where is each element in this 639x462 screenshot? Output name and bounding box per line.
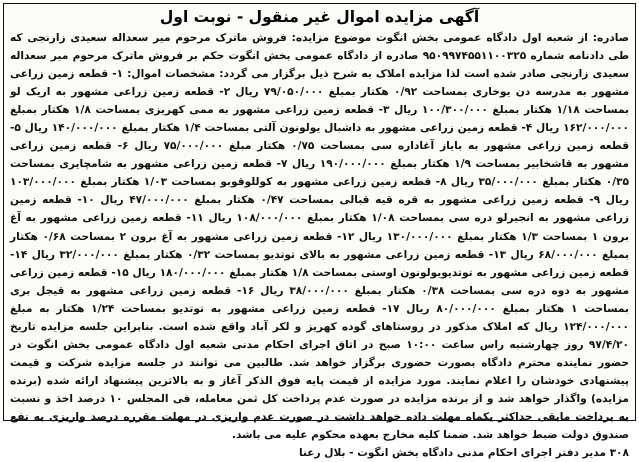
notice-body: صادره: از شعبه اول دادگاه عمومی بخش انگوت موضوع مزایده: فروش ماترک مرحوم میر سعداله سعیدی زارنجی که طی دادنامه شماره ۹۵۰۹۹۷۴۵۵۱۱۰۰۳۲۵ صادره از دادگاه عمومی بخش انگوت حکم بر فروش ماترک مرحوم میر سعداله سعیدی زارنجی صادر شده است لذا مزایده املاک به شرح ذیل برگزار می گردد: مشخصات اموال: ۱- قطعه زمین زراعی مشهور به مدرسه دن یوخاری بمساحت ۰/۹۲ هکتار بمبلغ ۷۹/۰۵۰/۰۰۰ ریال ۲- قطعه زمین زراعی مشهور به اریک لو بمساحت ۱/۱۸ هکتار بمبلغ ۱۰۰/۳۰۰/۰۰۰ ریال ۳- قطعه زمین زراعی مشهور به ممی کهریزی بمساحت ۱/۸ هکتار بمبلغ ۱۶۲/۰۰۰/۰۰۰ ریال ۴- قطعه زمین زراعی مشهور به داشبال یولونون آلتی بمساحت ۱/۴ هکتار بمبلغ ۱۴۰/۰۰۰/۰۰۰ ریال ۵- قطعه زمین زراعی مشهور به بایاز آغاداره سی بمساحت ۰/۷۵ هکتار مبلغ ۷۵/۰۰۰/۰۰۰ ریال ۶- قطعه زمین زراعی مشهور به قاشخابیر بمساحت ۱/۹ هکتار بمبلغ ۱۹۰/۰۰۰/۰۰۰ ریال ۷- قطعه زمین زراعی مشهور به شامچایری بمساحت ۰/۳۵ هکتار بمبلغ ۳۵/۰۰۰/۰۰۰ ریال ۸- قطعه زمین زراعی مشهور به کوللوقوبو بمساحت ۱/۰۳ هکتار بمبلغ ۱۰۳/۰۰۰/۰۰۰ ریال ۹- قطعه زمین زراعی مشهور به قره قیه قبالی بمساحت ۰/۴۷ هکتار بمبلغ ۴۷/۰۰۰/۰۰۰ ریال ۱۰- قطعه زمین زراعی مشهور به انجیرلو دره سی بمساحت ۱/۰۸ هکتار بمبلغ ۱۰۸/۰۰۰/۰۰۰ ریال ۱۱- قطعه زمین زراعی مشهور به آغ برون ۱ بمساحت ۱/۳ هکتار بمبلغ ۱۳۰/۰۰۰/۰۰۰ ریال ۱۲- قطعه زمین زراعی مشهور به آغ برون ۲ بمساحت ۰/۶۸ هکتار بمبلغ ۶۸/۰۰۰/۰۰۰ ریال ۱۳- قطعه زمین زراعی مشهور به بالای توتدیو بمساحت ۰/۳۲ هکتار بمبلغ ۳۲/۰۰۰/۰۰۰ ریال ۱۴- قطعه زمین زراعی مشهور به توتدیویولونون اوستی بمساحت ۱/۸ هکتار بمبلغ ۱۸۰/۰۰۰/۰۰۰ ریال ۱۵- قطعه زمین زراعی مشهور به دوه دره سی بمساحت ۰/۳۸ هکتار بمبلغ ۳۸/۰۰۰/۰۰۰ ریال ۱۶- قطعه زمین زراعی مشهور به قیجل بری بمساحت ۱ هکتار بمبلغ ۸۰/۰۰۰/۰۰۰ ریال ۱۷- قطعه زمین زراعی مشهور به توتدیو بمساحت ۱/۲۴ هکتار به مبلغ ۱۲۴/۰۰۰/۰۰۰ ریال که املاک مذکور در روستاهای گوده کهریز و لکر آباد واقع شده است. بنابراین جلسه مزایده تاریخ ۹۷/۴/۲۰ روز چهارشنبه راس ساعت ۱۰:۰۰ صبح در اتاق اجرای احکام مدنی شعبه اول دادگاه عمومی بخش انگوت در حضور نماینده محترم دادگاه بصورت حضوری برگزار خواهد شد. طالبین می توانند در جلسه مزایده شرکت و قیمت پیشنهادی خودشان را اعلام نمایند. مورد مزایده از قیمت پایه فوق الذکر آغاز و به بالاترین پیشنهاد ارائه شده (برنده مزایده) واگذار خواهد شد و از برنده مزایده در صورت عدم پرداخت کل ثمن معامله، فی المجلس ۱۰ درصد اخذ و نسبت به پرداخت مابقی حداکثر یکماه مهلت داده خواهد داشت در صورت عدم واریزی در مهلت مقرره درصد واریزی به نفع صندوق دولت ضبط خواهد شد. ضمنا کلیه مخارج بعهده محکوم علیه می باشد. xyxy=(10,32,630,442)
notice-title: آگهی مزایده اموال غیر منقول - نوبت اول xyxy=(159,8,480,26)
notice-signature: ۳۰۸ مدیر دفتر اجرای احکام مدنی دادگاه بخش انگوت - بلال رعنا xyxy=(298,447,629,460)
auction-notice xyxy=(3,3,636,460)
